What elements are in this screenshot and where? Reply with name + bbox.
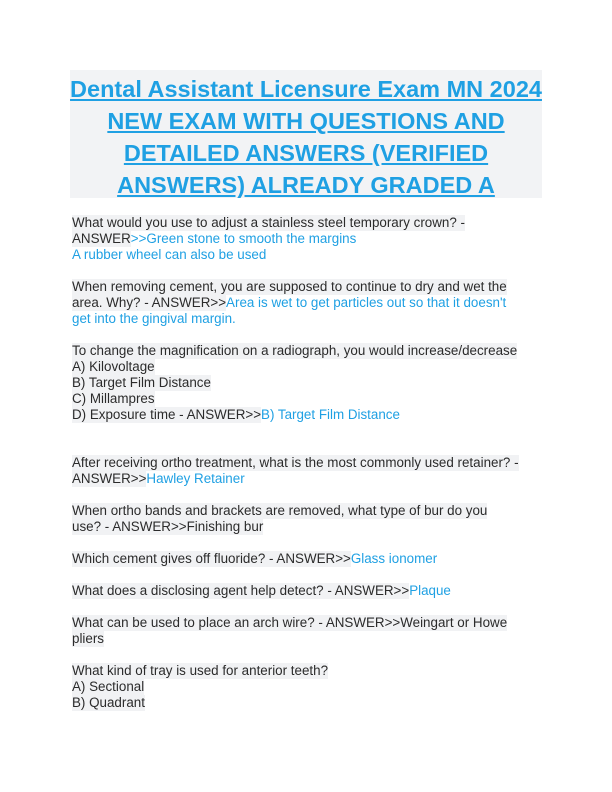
- spacer: [72, 263, 542, 279]
- question-text: ANSWER: [72, 231, 131, 246]
- answer-text: A rubber wheel can also be used: [72, 247, 267, 262]
- question-text: To change the magnification on a radiograph, you would increase/decrease: [72, 343, 518, 358]
- qa-line: [72, 503, 542, 519]
- option-text: A) Kilovoltage: [72, 359, 155, 374]
- qa-line: [72, 519, 542, 535]
- qa-line: [72, 695, 542, 711]
- question-text: What would you use to adjust a stainless steel temporary crown? -: [72, 215, 465, 230]
- question-text: use? - ANSWER>>Finishing bur: [72, 519, 264, 534]
- qa-item: [72, 503, 542, 535]
- qa-item: [72, 343, 542, 423]
- spacer: [72, 647, 542, 663]
- question-text: Which cement gives off fluoride? - ANSWER>>: [72, 551, 351, 566]
- spacer: [72, 327, 542, 343]
- qa-line: [72, 295, 542, 311]
- question-text: What can be used to place an arch wire? - ANSWER>>Weingart or Howe: [72, 615, 508, 630]
- answer-text: Area is wet to get particles out so that it doesn't: [226, 295, 507, 310]
- option-text: C) Millampres: [72, 391, 155, 406]
- option-text: D) Exposure time - ANSWER>>: [72, 407, 262, 422]
- qa-item: [72, 215, 542, 263]
- answer-text: Plaque: [409, 583, 451, 598]
- qa-line: [72, 247, 542, 263]
- qa-line: [72, 359, 542, 375]
- qa-line: [72, 583, 542, 599]
- qa-line: [72, 311, 542, 327]
- qa-line: [72, 343, 542, 359]
- qa-line: [72, 631, 542, 647]
- qa-item: [72, 615, 542, 647]
- qa-line: [72, 455, 542, 471]
- qa-line: [72, 551, 542, 567]
- qa-line: [72, 279, 542, 295]
- qa-line: [72, 407, 542, 423]
- option-text: B) Target Film Distance: [72, 375, 211, 390]
- question-text: pliers: [72, 631, 104, 646]
- question-text: What does a disclosing agent help detect? - ANSWER>>: [72, 583, 410, 598]
- qa-item: [72, 583, 542, 599]
- title-box: [70, 70, 542, 198]
- qa-line: [72, 615, 542, 631]
- question-text: area. Why? - ANSWER>>: [72, 295, 227, 310]
- spacer: [72, 599, 542, 615]
- qa-item: [72, 663, 542, 711]
- option-text: A) Sectional: [72, 679, 145, 694]
- document-title[interactable]: Dental Assistant Licensure Exam MN 2024 NEW EXAM WITH QUESTIONS AND DETAILED ANSWERS (VERIFIED ANSWERS) ALREADY GRADED A: [70, 76, 542, 198]
- spacer: [72, 423, 542, 455]
- answer-text: B) Target Film Distance: [261, 407, 400, 422]
- question-text: What kind of tray is used for anterior teeth?: [72, 663, 329, 678]
- spacer: [72, 535, 542, 551]
- qa-item: [72, 455, 542, 487]
- qa-line: [72, 231, 542, 247]
- qa-item: [72, 551, 542, 567]
- option-text: B) Quadrant: [72, 695, 145, 710]
- qa-content: [72, 215, 542, 711]
- qa-item: [72, 279, 542, 327]
- answer-text: get into the gingival margin.: [72, 311, 236, 326]
- answer-text: >>Green stone to smooth the margins: [130, 231, 357, 246]
- question-text: When ortho bands and brackets are removed, what type of bur do you: [72, 503, 488, 518]
- answer-text: Hawley Retainer: [146, 471, 245, 486]
- question-text: When removing cement, you are supposed to continue to dry and wet the: [72, 279, 507, 294]
- qa-line: [72, 375, 542, 391]
- qa-line: [72, 215, 542, 231]
- qa-line: [72, 679, 542, 695]
- qa-line: [72, 391, 542, 407]
- spacer: [72, 487, 542, 503]
- qa-line: [72, 663, 542, 679]
- qa-line: [72, 471, 542, 487]
- spacer: [72, 567, 542, 583]
- question-text: ANSWER>>: [72, 471, 147, 486]
- answer-text: Glass ionomer: [350, 551, 438, 566]
- question-text: After receiving ortho treatment, what is the most commonly used retainer? -: [72, 455, 519, 470]
